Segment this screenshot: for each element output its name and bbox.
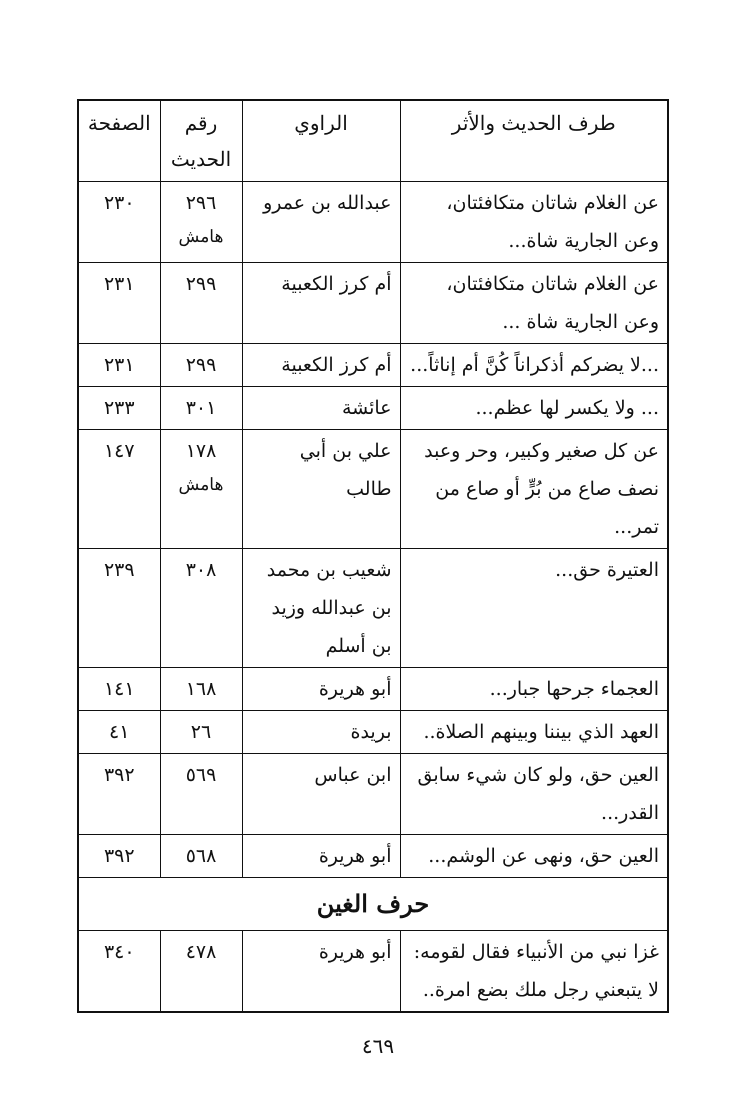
hadith-text-cell bbox=[400, 668, 668, 711]
table-row bbox=[78, 668, 668, 711]
narrator-cell-value: أبو هريرة bbox=[318, 678, 392, 700]
narrator-cell-value: أم كرز الكعبية bbox=[281, 354, 392, 376]
table-body-b bbox=[78, 931, 668, 1013]
table-body-a bbox=[78, 182, 668, 878]
table-row bbox=[78, 931, 668, 1013]
hadith-text-cell-value: عن كل صغير وكبير، وحر وعبد نصف صاع من بُرٍّ أو صاع من تمر... bbox=[424, 440, 659, 538]
hadith-number-cell bbox=[160, 344, 242, 387]
table-row bbox=[78, 711, 668, 754]
hadith-text-cell bbox=[400, 754, 668, 835]
header-number: رقم الحديث bbox=[160, 100, 242, 182]
narrator-cell-value: بريدة bbox=[350, 721, 392, 743]
hadith-number-cell bbox=[160, 182, 242, 263]
page-cell-value: ٢٣٣ bbox=[103, 397, 135, 419]
hadith-text-cell bbox=[400, 711, 668, 754]
section-row bbox=[78, 878, 668, 931]
hadith-text-cell bbox=[400, 835, 668, 878]
page-cell bbox=[78, 754, 160, 835]
hadith-number-cell bbox=[160, 835, 242, 878]
narrator-cell-value: عائشة bbox=[341, 397, 392, 419]
footnote-marker: هامش bbox=[178, 227, 224, 247]
page-cell bbox=[78, 711, 160, 754]
hadith-text-cell bbox=[400, 549, 668, 668]
narrator-cell bbox=[242, 182, 400, 263]
hadith-number-cell-value: ٢٩٩ bbox=[185, 354, 217, 376]
page-cell bbox=[78, 668, 160, 711]
section-body bbox=[78, 878, 668, 931]
hadith-index-table-wrap bbox=[77, 99, 667, 1013]
hadith-text-cell bbox=[400, 344, 668, 387]
header-text: طرف الحديث والأثر bbox=[400, 100, 668, 182]
hadith-number-cell-value: ٣٠١ bbox=[185, 397, 217, 419]
hadith-number-cell bbox=[160, 387, 242, 430]
table-row bbox=[78, 263, 668, 344]
hadith-index-table bbox=[77, 99, 669, 1013]
hadith-number-cell-value: ٤٧٨ bbox=[185, 941, 217, 963]
hadith-text-cell-value: عن الغلام شاتان متكافئتان، وعن الجارية شاة ... bbox=[446, 273, 659, 333]
narrator-cell bbox=[242, 387, 400, 430]
hadith-number-cell bbox=[160, 931, 242, 1013]
page-cell-value: ٣٩٢ bbox=[103, 764, 135, 786]
narrator-cell-value: أبو هريرة bbox=[318, 845, 392, 867]
narrator-cell-value: أم كرز الكعبية bbox=[281, 273, 392, 295]
hadith-number-cell bbox=[160, 430, 242, 549]
hadith-text-cell-value: عن الغلام شاتان متكافئتان، وعن الجارية شاة... bbox=[446, 192, 659, 252]
hadith-text-cell-value: العين حق، ولو كان شيء سابق القدر... bbox=[417, 764, 659, 824]
narrator-cell-value: عبدالله بن عمرو bbox=[263, 192, 392, 214]
page-cell bbox=[78, 931, 160, 1013]
narrator-cell bbox=[242, 931, 400, 1013]
page-cell-value: ٣٩٢ bbox=[103, 845, 135, 867]
hadith-text-cell-value: العهد الذي بيننا وبينهم الصلاة.. bbox=[423, 721, 659, 743]
page-cell bbox=[78, 263, 160, 344]
hadith-number-cell-value: ١٧٨ bbox=[185, 440, 217, 462]
page-cell-value: ٣٤٠ bbox=[103, 941, 135, 963]
header-row bbox=[78, 100, 668, 182]
table-row bbox=[78, 430, 668, 549]
narrator-cell bbox=[242, 835, 400, 878]
hadith-number-cell bbox=[160, 549, 242, 668]
page-cell-value: ٢٣٩ bbox=[103, 559, 135, 581]
narrator-cell-value: أبو هريرة bbox=[318, 941, 392, 963]
hadith-text-cell-value: العجماء جرحها جبار... bbox=[489, 678, 659, 700]
table-row bbox=[78, 344, 668, 387]
hadith-number-cell-value: ١٦٨ bbox=[185, 678, 217, 700]
narrator-cell bbox=[242, 263, 400, 344]
hadith-number-cell-value: ٢٦ bbox=[190, 721, 212, 743]
narrator-cell bbox=[242, 549, 400, 668]
page-cell-value: ١٤١ bbox=[103, 678, 135, 700]
hadith-text-cell-value: ... ولا يكسر لها عظم... bbox=[475, 397, 659, 419]
narrator-cell-value: علي بن أبي طالب bbox=[299, 440, 392, 500]
narrator-cell bbox=[242, 344, 400, 387]
table-row bbox=[78, 835, 668, 878]
narrator-cell bbox=[242, 668, 400, 711]
hadith-number-cell bbox=[160, 668, 242, 711]
hadith-text-cell bbox=[400, 430, 668, 549]
hadith-text-cell-value: العتيرة حق... bbox=[555, 559, 659, 581]
narrator-cell bbox=[242, 430, 400, 549]
narrator-cell bbox=[242, 711, 400, 754]
hadith-number-cell-value: ٥٦٩ bbox=[185, 764, 217, 786]
page-cell bbox=[78, 387, 160, 430]
page-cell-value: ٢٣١ bbox=[103, 354, 135, 376]
hadith-text-cell-value: العين حق، ونهى عن الوشم... bbox=[428, 845, 659, 867]
hadith-number-cell-value: ٢٩٩ bbox=[185, 273, 217, 295]
page-cell bbox=[78, 549, 160, 668]
header-page: الصفحة bbox=[78, 100, 160, 182]
narrator-cell-value: ابن عباس bbox=[314, 764, 392, 786]
hadith-text-cell-value: غزا نبي من الأنبياء فقال لقومه: لا يتبعني رجل ملك بضع امرة.. bbox=[413, 941, 659, 1001]
table-row bbox=[78, 182, 668, 263]
narrator-cell-value: شعيب بن محمد بن عبدالله وزيد بن أسلم bbox=[266, 559, 392, 657]
hadith-number-cell bbox=[160, 711, 242, 754]
table-row bbox=[78, 387, 668, 430]
page-cell-value: ٢٣١ bbox=[103, 273, 135, 295]
table-row bbox=[78, 754, 668, 835]
hadith-number-cell bbox=[160, 263, 242, 344]
section-heading: حرف الغين bbox=[78, 878, 668, 931]
hadith-text-cell bbox=[400, 182, 668, 263]
hadith-number-cell bbox=[160, 754, 242, 835]
narrator-cell bbox=[242, 754, 400, 835]
hadith-number-cell-value: ٢٩٦ bbox=[185, 192, 217, 214]
page-cell-value: ٢٣٠ bbox=[103, 192, 135, 214]
footnote-marker: هامش bbox=[178, 475, 224, 495]
table-row bbox=[78, 549, 668, 668]
page-cell-value: ٤١ bbox=[109, 721, 130, 743]
page-cell bbox=[78, 182, 160, 263]
hadith-text-cell bbox=[400, 387, 668, 430]
page-cell bbox=[78, 835, 160, 878]
hadith-number-cell-value: ٣٠٨ bbox=[185, 559, 217, 581]
header-narrator: الراوي bbox=[242, 100, 400, 182]
page-number: ٤٦٩ bbox=[361, 1034, 395, 1058]
page-cell bbox=[78, 344, 160, 387]
hadith-text-cell-value: ...لا يضركم أذكراناً كُنَّ أم إناثاً... bbox=[410, 354, 659, 376]
hadith-text-cell bbox=[400, 931, 668, 1013]
hadith-number-cell-value: ٥٦٨ bbox=[185, 845, 217, 867]
hadith-text-cell bbox=[400, 263, 668, 344]
page-cell bbox=[78, 430, 160, 549]
page-cell-value: ١٤٧ bbox=[103, 440, 135, 462]
